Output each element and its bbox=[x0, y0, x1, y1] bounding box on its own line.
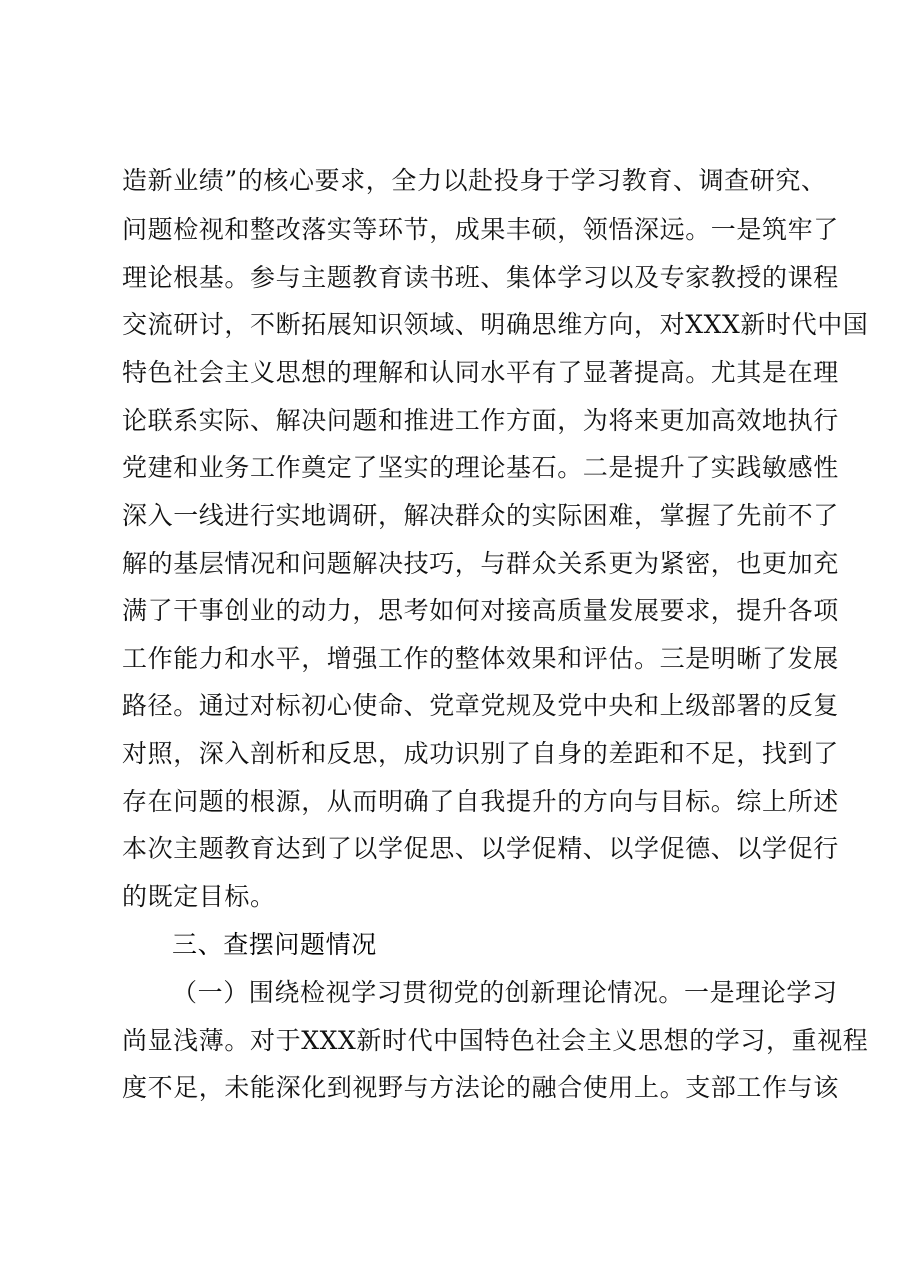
paragraph-line-5: 特色社会主义思想的理解和认同水平有了显著提高。尤其是在理 bbox=[122, 358, 839, 387]
paragraph-line-1: 造新业绩”的核心要求，全力以赴投身于学习教育、调查研究、 bbox=[122, 166, 827, 195]
paragraph-line-15: 本次主题教育达到了以学促思、以学促精、以学促德、以学促行 bbox=[122, 834, 839, 863]
section-paragraph-line-3: 度不足，未能深化到视野与方法论的融合使用上。支部工作与该 bbox=[122, 1073, 839, 1102]
section-paragraph-line-1: （一）围绕检视学习贯彻党的创新理论情况。一是理论学习 bbox=[172, 978, 838, 1007]
paragraph-line-9: 解的基层情况和问题解决技巧，与群众关系更为紧密，也更加充 bbox=[122, 549, 839, 578]
paragraph-line-14: 存在问题的根源，从而明确了自我提升的方向与目标。综上所述 bbox=[122, 787, 839, 816]
section-heading: 三、查摆问题情况 bbox=[172, 930, 377, 959]
paragraph-line-10: 满了干事创业的动力，思考如何对接高质量发展要求，提升各项 bbox=[122, 596, 839, 625]
paragraph-line-12: 路径。通过对标初心使命、党章党规及党中央和上级部署的反复 bbox=[122, 691, 839, 720]
paragraph-line-16: 的既定目标。 bbox=[122, 882, 276, 911]
paragraph-line-11: 工作能力和水平，增强工作的整体效果和评估。三是明晰了发展 bbox=[122, 644, 839, 673]
paragraph-line-13: 对照，深入剖析和反思，成功识别了自身的差距和不足，找到了 bbox=[122, 739, 839, 768]
paragraph-line-2: 问题检视和整改落实等环节，成果丰硕，领悟深远。一是筑牢了 bbox=[122, 215, 839, 244]
paragraph-line-8: 深入一线进行实地调研，解决群众的实际困难，掌握了先前不了 bbox=[122, 501, 839, 530]
section-paragraph-line-2: 尚显浅薄。对于XXX新时代中国特色社会主义思想的学习，重视程 bbox=[122, 1026, 869, 1055]
paragraph-line-7: 党建和业务工作奠定了坚实的理论基石。二是提升了实践敏感性 bbox=[122, 453, 839, 482]
paragraph-line-4: 交流研讨，不断拓展知识领域、明确思维方向，对XXX新时代中国 bbox=[122, 310, 869, 339]
paragraph-line-6: 论联系实际、解决问题和推进工作方面，为将来更加高效地执行 bbox=[122, 406, 839, 435]
paragraph-line-3: 理论根基。参与主题教育读书班、集体学习以及专家教授的课程 bbox=[122, 263, 839, 292]
